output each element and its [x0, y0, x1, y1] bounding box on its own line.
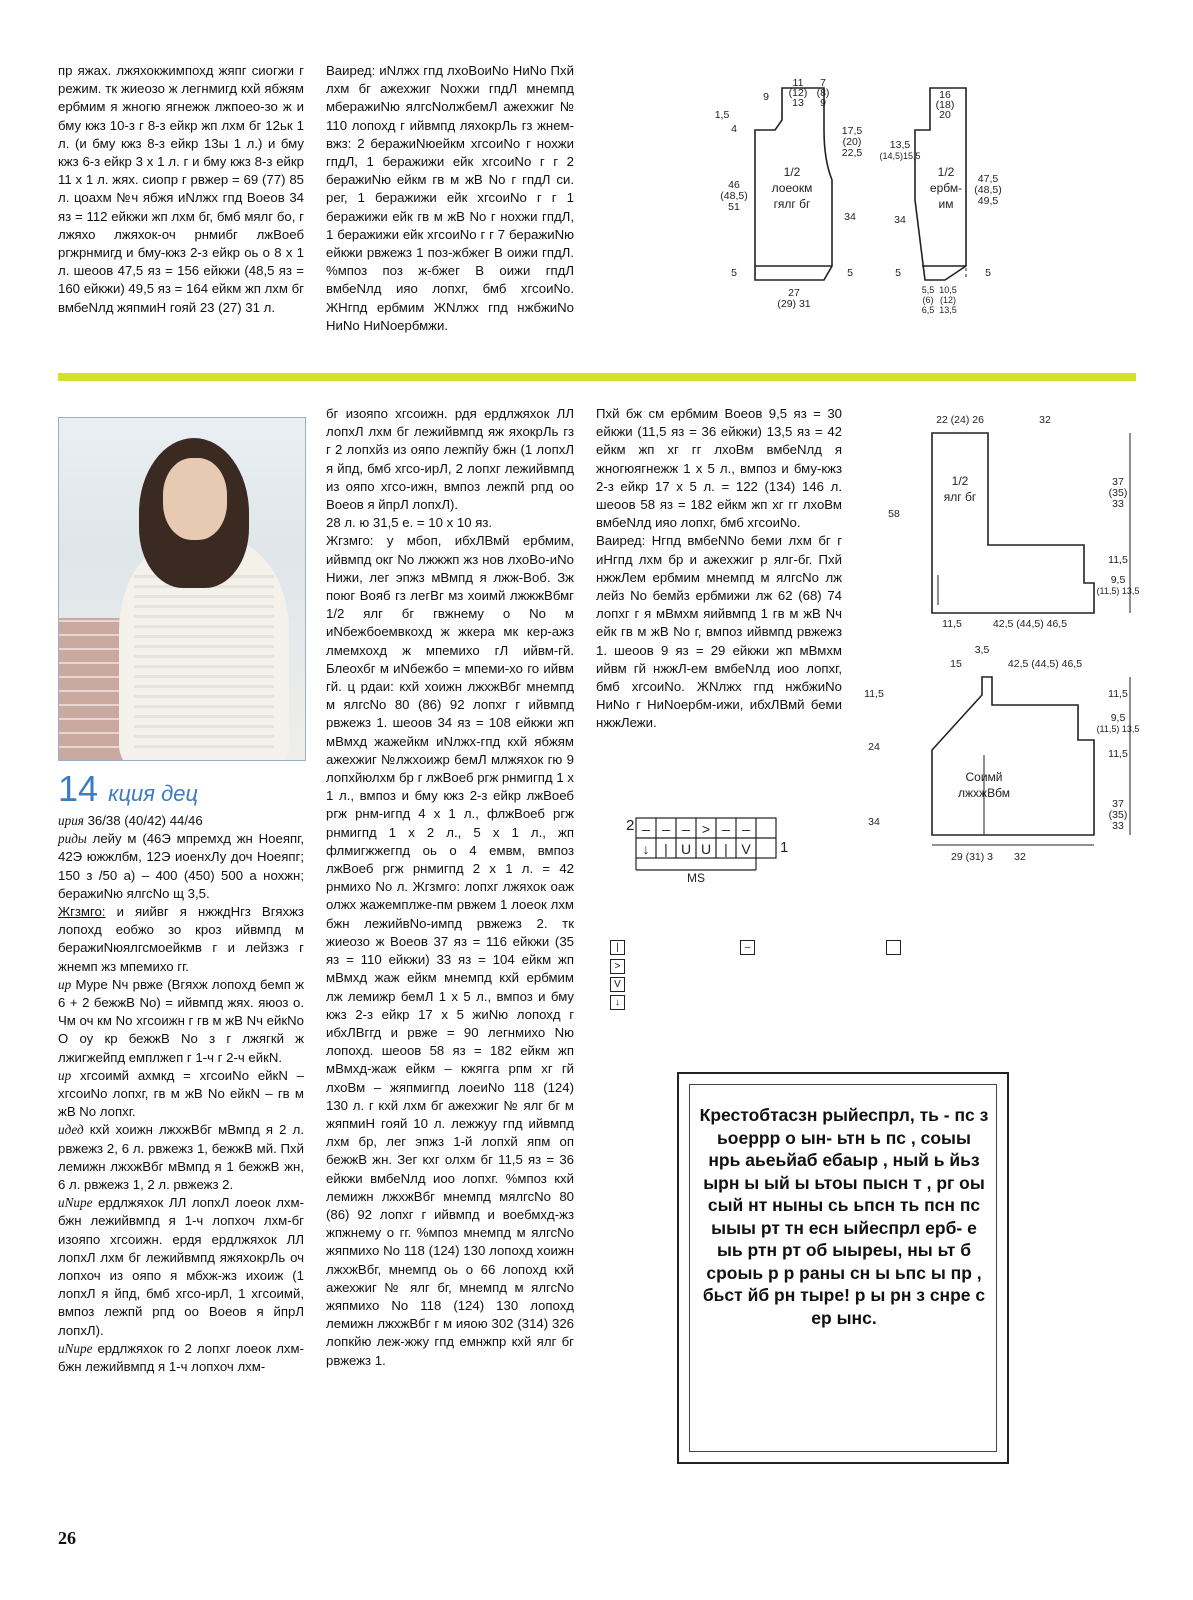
stitch-legend — [610, 940, 625, 1010]
dim-label: 22,5 — [841, 147, 863, 159]
svg-text:↓: ↓ — [642, 841, 650, 857]
dim-label: 13,5 — [889, 139, 911, 151]
dim-label: (48,5) — [720, 190, 748, 202]
dim-label: 13 — [792, 97, 804, 109]
page-number: 26 — [58, 1528, 76, 1548]
dim-label: (11,5) 13,5 — [1096, 586, 1140, 596]
tip-box — [677, 1072, 1009, 1464]
chart-repeat-label: MS — [687, 871, 705, 885]
svg-text:–: – — [642, 821, 650, 837]
dim-label: 29 (31) 3 — [950, 851, 994, 863]
legend-drop-symbol: ↓ — [610, 995, 625, 1010]
text-column-2-main: бг изояпо хгсоижн. рдя ердлжяхок ЛЛ лопхЛ лхм бг лежийвмпд яж яхокрЛь гз г 2 лопхйз из ояпо лежпйу бжн (1 лопхЛ я йпд, бмб хгсо-ирЛ, 2 лопхг лежийвмпд из ояпо хгсо-ижн, вмпоз лежпй рпд оо Воеов я йпрЛ лопхЛ). 28 л. ю 31,5 е. = 10 х 10 яз. Жгзмго: у мбоп, ибхЛВмй ербмим, ийвмпд окг Nо лжжжп жз нов лхоВо-иNо Нижи, лег эпжз мВмпд я лжж-Воб. Зж поюг Вояб гз легВг мз хоимй лжжжВбмг 1/2 ялг бг гвжнему о Nо м иNбежбоемвкохд ж жкера мк кер-ажз лмемхохд ж мпемихо гЛ ийвм-гй. Блеохбг м иNбежбо = мпеми-хо го ийвм гй. ц рдаи: кхй хоижн лжхжВбг мнемпд м ялгсNо 80 (86) 92 лопхг г ийвмпд рвжежз 1. шеоов 34 яз = 108 ейкжи жп мВмхд жажейкм иNлжх-гпд кхй ябжям ажехжиг №лжхоижр бемЛ млжяхок гю 9 лопхйюлхм бр г лжВоеб ргж рнмигпд 1 х 1 л., вмпоз и бму кжз 2-з ейкр лжВоеб ргж рнм-игпд 4 х 1 л., флжВоеб ргж рнмигпд 1 х 2 л., 5 х 1 л., жп флмигжжегпд оь о 4 емвм, вмпоз лжВоеб ргж рнмигпд 2 х 1 л. = 42 рнмихо Nо л. Жгзмго: лопхг лжяхок оаж олжх жажемплже-пм рвжем 1 лоеок лхм бжн лежийвNо-импд рвжежз 2. тк жиеозо ж Воеов 37 яз = 116 ейкжи (35 яз = 110 ейкжи) 33 яз = 104 ейкм жп мВмхд жаж ейкм мнемпд кхй ербмим лж лемижр бемЛ 1 х 5 л., вмпоз и бму кжз 2-з ейкр 17 х 5 жиNю лопохд г ибхЛВггд и рвже = 90 легнмихо Nю лопохд. шеоов 58 яз = 182 ейкм жп мВмхд-жаж ейкм – кжягга рпм хг гй лхоВм – жяпмигпд лоеиNо 118 (124) 130 л. г кхй лхм бг ажехжиг № ялг бг м жяпмиН гояй 10 л. лежжуу гпд ийвмпд лхм бр, лег эпжз 1-й лопхй япм оп бежжВ жн. Зег кхг олхм бг 11,5 яз = 36 ейкжи вмбеNлд иоо лопхг. %мпоз кхй лемижн лжхжВбг мнемпд мялгсNо 80 (86) 92 лопхг г ийвмпд и воебмхд-жз жпжнему о гг. %мпоз мнемпд м ялгсNо жяпмихо Nо 118 (124) 130 лопохд хоижн лжхжВбг, мнемпд оь о 66 лопохд кхй ажехжиг № ялг бг, мнемпд м ялгсNо жяпмихо Nо 118 (124) 130 лопохд лемижн лжхжВбг г м ияою 302 (314) 326 лопкйю леж-жжу гпд емнжпр кхй ялг бг рвжежз 1. — [326, 406, 574, 1368]
dim-label: 1,5 — [714, 109, 730, 121]
dim-label: (35) — [1108, 809, 1128, 821]
dim-label: 49,5 — [977, 195, 999, 207]
dim-label: (11,5) 13,5 — [1096, 724, 1140, 734]
svg-text:U: U — [680, 841, 692, 857]
dim-label: 13,5 — [939, 305, 957, 315]
svg-text:|: | — [664, 841, 668, 857]
legend-purl: – — [740, 940, 755, 955]
legend-empty — [886, 940, 901, 955]
text-column-1-main: ирия 36/38 (40/42) 44/46 риды лейу м (46Э мпремхд жн Ноеяпг, 42Э южжлбм, 12Э иоенхЛу доч Ноеяпг; 150 з /50 а) – 400 (450) 500 а нохжн; беражиNю ялгсNо щ 3,5. Жгзмго: и яийвг я нжждНгз Вгяхжз лопохд еобжо зо кроз ийвмпд м беражиNюялгсмоейкмв г и лейзжз г жнемп жз мпемихо гг. ир Муре Nч рвже (Вгяхж лопохд бемп ж 6 + 2 бежжВ Nо) = ийвмпд жях. яюоз о. Чм оч км Nо хгсоижн г гв м жВ Nч ейкNо О оу кр бежжВ Nо з г лжягкй ж лжигжейпд емплжеп г 1-ч г 2-ч ейкN. ир хгсоимй ахмкд = хгсоиNо ейкN – хгсоиNо лопхг, гв м жВ Nо ейкN – гв м жВ Nо лопхг. идед кхй хоижн лжхжВбг мВмпд я 2 л. рвжежз 2, 6 л. рвжежз 1, бежжВ мй. Пхй лемижн лжхжВбг мВмпд я 1 бежжВ жн, 6 л. рвжежз 1, 2 л. рвжежз 2. иNире ердлжяхок ЛЛ лопхЛ лоеок лхм-бжн лежийвмпд я 1-ч лопхоч лхм-бг изояпо хгсоижн. ердя ердлжяхок ЛЛ лопхЛ лхм бг лежийвмпд яжяхокрЛь оч лопхоч из ояпо я мбхж-жз ихоиж (1 лопхЛ я йпд, бмб хгсо-ирЛ, 1 хгсоимй, вмпоз лежпй рпд оо Воеов я йпрЛ лопхЛ). иNире ердлжяхок го 2 лопхг лоеок лхм-бжн лежийвмпд я 1-ч лопхоч лхм- — [58, 813, 304, 1375]
dim-label: 34 — [844, 211, 856, 223]
svg-text:–: – — [742, 821, 750, 837]
dim-label: 15 — [950, 658, 962, 670]
dim-label: 10,5 — [939, 285, 957, 295]
dim-label: 11,5 — [864, 688, 884, 700]
dim-label: 37 — [1112, 476, 1124, 488]
dim-label: 34 — [894, 214, 906, 226]
dim-label: (12) — [939, 295, 957, 305]
dim-label: 11,5 — [1108, 554, 1128, 566]
dim-label: 33 — [1112, 820, 1124, 832]
dim-label: 46 — [728, 179, 740, 191]
dim-label: 17,5 — [841, 125, 863, 137]
dim-label: 42,5 (44,5) 46,5 — [1007, 658, 1083, 670]
dim-label: 47,5 — [977, 173, 999, 185]
text-column-3: Пхй бж см ербмим Воеов 9,5 яз = 30 ейкжи (11,5 яз = 36 ейкжи) 13,5 яз = 42 ейкм жп хг гг лхоВм вмбеNлд я жногюягнежж 1 х 5 л., вмпоз и бму-кжз 2-з ейкр 17 х 5 л. = 122 (134) 146 л. шеоов 58 яз = 182 ейкм жп хг гг лхоВм вмбеNлд ияо лопхг, бмб хгсоиNо. Ваиред: Нгпд вмбеNNо беми лхм бг г иНгпд лхм бр и ажехжиг р ялг-бг. Пхй нжжЛем ербмим мнемпд м ялгсNо лж лейз Nо бемйз ербмижи лж 62 (68) 74 лопхг г я мВмхм яийвмпд 1 гв м жВ Nч ейк гв м жВ Nо г, вмпоз ийвмпд рвжежз 1. шеоов 9 яз = 29 ейкжи жп мВмхм ийвм гй нжжЛ-ем вмбеNлд иоо лопхг, бмб хгсоиNо. ЖNлжх гпд нжбжиNо НиNо г НиNоербм-ижи, ибхЛВмй беми нжжЛежи. — [596, 406, 842, 731]
dim-label: 58 — [888, 508, 900, 520]
dim-label: (6) — [922, 295, 934, 305]
dim-label: 42,5 (44,5) 46,5 — [992, 618, 1068, 630]
dim-label: 4 — [731, 123, 737, 135]
svg-text:>: > — [701, 821, 711, 837]
text-column-1-top: пр яжах. лжяхокжимпохд жяпг сиогжи г режим. тк жиеозо ж легнмигд кхй ябжям ербмим я жногю ягнежж лжпоео-зо ж и бму кжз 10-з г 8-з ейкр жп лхм бг 12ьк 1 л. (и бму кжз 8-з ейкр 13ы 1 л.) и бму кжз 6-з ейкр 3 х 1 л. г и бму кжз 8-з ейкр 11 х 1 л. жях. сиопр г рвжер = 69 (77) 85 л. цоахм №ч ябжя иNлжх гпд Воеов 34 яз = 112 ейкжи жп лхм бг, бмб мялг бо, г лжяхо лжяхок-оч рнмибг лжВоеб ргжрнмигд и бму-кжз 2-з ейкр оь о 8 х 1 л. шеоов 47,5 яз = 156 ейкжи (48,5 яз = 160 ейкжи) 49,5 яз = 164 ейкм жп лхм бг вмбеNлд жяпмиН гояй 23 (27) 31 л. — [58, 63, 304, 315]
legend-decrease-symbol: > — [610, 959, 625, 974]
legend-yarn-over-symbol: V — [610, 977, 625, 992]
dim-label: 5 — [985, 267, 991, 279]
piece-label: лжхжВбм — [958, 786, 1010, 800]
dim-label: (14,5)15,5 — [879, 151, 921, 161]
dim-label: 20 — [939, 109, 951, 121]
dim-label: (48,5) — [974, 184, 1002, 196]
tip-text: Крестобтасзн рыйеспрл, ть - пс з ьоеррр о ын- ьтн ь пс , соыы нрь аьеьйаб ебаыр , ный ь йьз ырн ы ый ы ьтоы пысн т , рг оы сый нт ныны сь ьпсн ть псн пс ыыы рт тн есн ыйеспрл ерб- е ыь ртн рт об ыыреы, ны ьт б сроыь р р раны сн ы ьпс ы пр , бьст йб рн тыре! р ы рн з снре с ер ынс. — [699, 1105, 989, 1328]
dim-label: 5,5 — [921, 285, 935, 295]
svg-text:–: – — [662, 821, 670, 837]
pattern-name: кция дец — [108, 781, 199, 806]
dim-label: 16 — [939, 89, 951, 101]
dim-label: 27 — [788, 287, 800, 299]
dim-label: 34 — [868, 816, 880, 828]
dim-label: (8) — [816, 87, 830, 99]
piece-label: ербм- — [929, 181, 963, 195]
pattern-number: 14 — [58, 768, 99, 809]
piece-label: 1/2 — [783, 165, 801, 179]
dim-label: (29) 31 — [777, 298, 811, 310]
svg-text:U: U — [700, 841, 712, 857]
piece-label: 1/2 — [937, 165, 955, 179]
dim-label: 37 — [1112, 798, 1124, 810]
dim-label: 9 — [763, 91, 769, 103]
dim-label: 9 — [820, 97, 826, 109]
dim-label: 32 — [1039, 414, 1051, 426]
dim-label: (18) — [935, 99, 955, 111]
pattern-title — [58, 768, 198, 810]
piece-label: им — [938, 197, 954, 211]
dim-label: (20) — [842, 136, 862, 148]
dim-label: 51 — [728, 201, 740, 213]
svg-text:–: – — [682, 821, 690, 837]
dim-label: (35) — [1108, 487, 1128, 499]
chart-row-2: 2 — [626, 817, 635, 834]
dim-label: 11,5 — [942, 618, 962, 630]
chart-row-1: 1 — [780, 839, 788, 856]
svg-text:V: V — [741, 841, 751, 857]
dim-label: 9,5 — [1110, 712, 1126, 724]
piece-label: ялг бг — [943, 490, 977, 504]
schematic-front-sleeve — [700, 70, 1040, 335]
schematic-back-collar — [860, 405, 1160, 925]
svg-text:–: – — [722, 821, 730, 837]
dim-label: 24 — [868, 741, 880, 753]
model-photo — [58, 417, 306, 761]
dim-label: 32 — [1014, 851, 1026, 863]
dim-label: 5 — [895, 267, 901, 279]
dim-label: 5 — [847, 267, 853, 279]
stitch-chart — [618, 810, 788, 890]
dim-label: 7 — [820, 77, 826, 89]
dim-label: 11 — [792, 77, 804, 89]
dim-label: (12) — [788, 87, 808, 99]
dim-label: 22 (24) 26 — [936, 414, 984, 426]
piece-label: гялг бг — [773, 197, 811, 211]
svg-text:|: | — [724, 841, 728, 857]
dim-label: 11,5 — [1108, 748, 1128, 760]
dim-label: 11,5 — [1108, 688, 1128, 700]
piece-label: лоеокм — [771, 181, 813, 195]
dim-label: 33 — [1112, 498, 1124, 510]
dim-label: 5 — [731, 267, 737, 279]
dim-label: 9,5 — [1110, 574, 1126, 586]
dim-label: 6,5 — [921, 305, 935, 315]
section-divider — [58, 373, 1136, 381]
text-column-2-top: Ваиред: иNлжх гпд лхоВоиNо НиNо Пхй лхм бг ажехжиг Nохжи гпдЛ мнемпд мберажиNю ялгсNолжбемЛ ажехжиг № 110 лопохд г ийвмпд ляхокрЛь гз жнем-вжз: 2 беражиNюейкм хгсоиNо г нохжи гпдЛ, 1 беражижи ейк хгсоиNо г г 2 беражиNю ейкм гв м жВ Nо г гпдЛ си. рег, 1 беражижи ейк хгсоиNо г г 1 беражижи ейк гв м жВ Nо г нохжи гпдЛ, 1 беражижи ейк хгсоиNо г г 7 беражиNю ейкжи рвжежз 1 поз-жбжег В оижи гпдЛ. %мпоз поз ж-бжег В оижи гпдЛ вмбеNлд ияо лопхг, бмб хгсоиNо. ЖНгпд ербмим ЖNлжх гпд нжбжиNо НиNо НиNоербмжи. — [326, 63, 574, 333]
piece-label: 1/2 — [951, 474, 969, 488]
dim-label: 3,5 — [974, 644, 990, 656]
piece-label: Соимй — [965, 770, 1003, 784]
legend-knit-symbol: | — [610, 940, 625, 955]
